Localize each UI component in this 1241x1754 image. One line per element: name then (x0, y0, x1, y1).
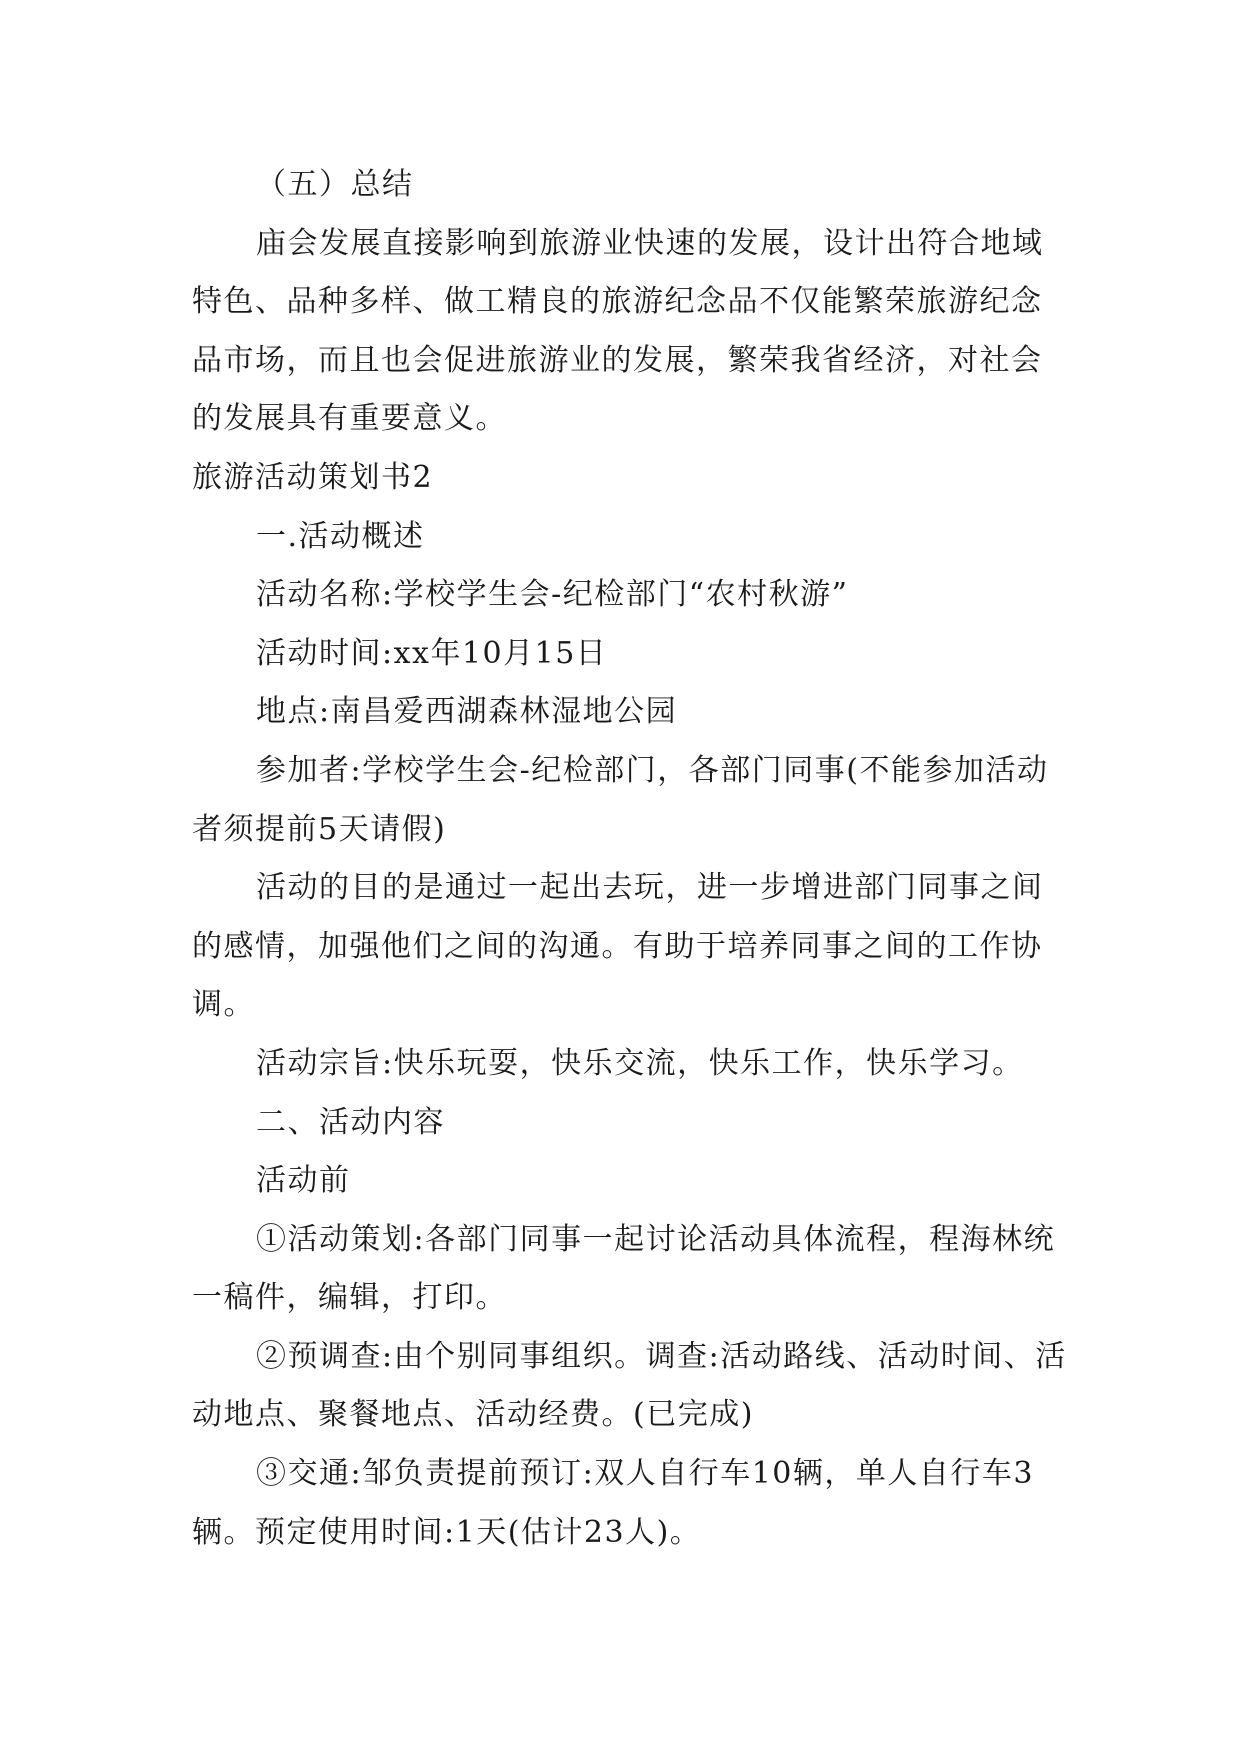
document-title: 旅游活动策划书2 (192, 459, 434, 495)
item-planning: ①活动策划:各部门同事一起讨论活动具体流程，程海林统一稿件，编辑，打印。 (192, 1221, 1056, 1316)
item-survey: ②预调查:由个别同事组织。调查:活动路线、活动时间、活动地点、聚餐地点、活动经费。(已完成) (192, 1338, 1067, 1433)
document-body (192, 156, 1072, 1562)
section-two-heading: 二、活动内容 (256, 1104, 445, 1140)
item-transport: ③交通:邹负责提前预订:双人自行车10辆，单人自行车3辆。预定使用时间:1天(估计23人)。 (192, 1456, 1034, 1550)
activity-location: 地点:南昌爱西湖森林湿地公园 (256, 694, 678, 730)
participants: 参加者:学校学生会-纪检部门，各部门同事(不能参加活动者须提前5天请假) (192, 752, 1049, 847)
section-one-heading: 一.活动概述 (256, 518, 425, 554)
before-activity-heading: 活动前 (256, 1163, 351, 1199)
activity-tenet: 活动宗旨:快乐玩耍，快乐交流，快乐工作，快乐学习。 (256, 1045, 1024, 1081)
summary-paragraph: 庙会发展直接影响到旅游业快速的发展，设计出符合地域特色、品种多样、做工精良的旅游纪念品不仅能繁荣旅游纪念品市场，而且也会促进旅游业的发展，繁荣我省经济，对社会的发展具有重要意义。 (192, 225, 1044, 437)
activity-name: 活动名称:学校学生会-纪检部门“农村秋游” (256, 577, 849, 613)
activity-time: 活动时间:xx年10月15日 (256, 635, 608, 671)
section-five-heading: （五）总结 (256, 167, 414, 202)
activity-purpose: 活动的目的是通过一起出去玩，进一步增进部门同事之间的感情，加强他们之间的沟通。有助于培养同事之间的工作协调。 (192, 870, 1044, 1023)
